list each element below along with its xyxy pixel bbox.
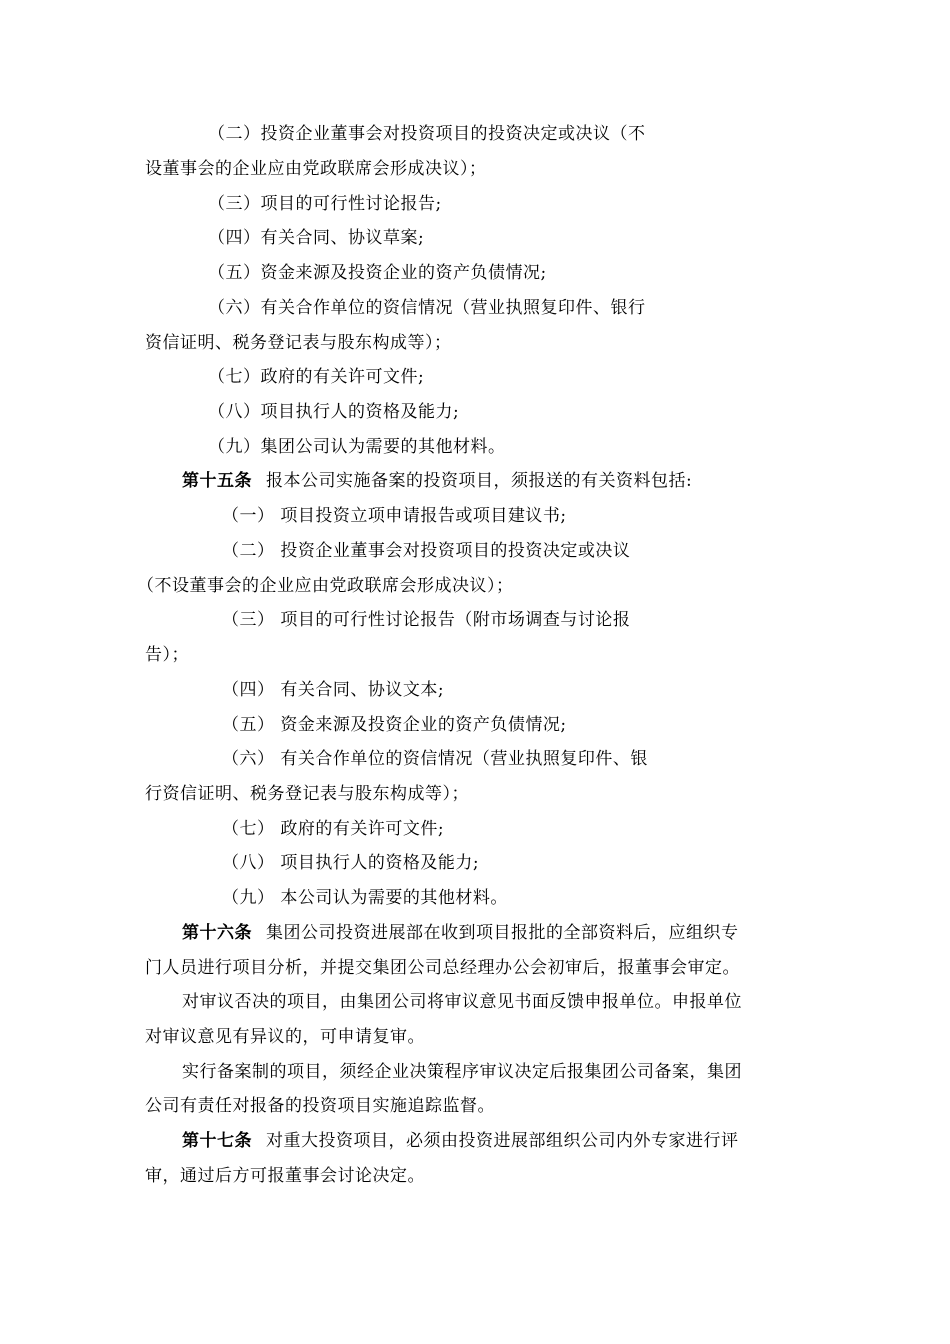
list-item-7: （七） 政府的有关许可文件; bbox=[222, 819, 445, 839]
list-item-4: （四）有关合同、协议草案; bbox=[208, 228, 425, 248]
article-17-text: 对重大投资项目，必须由投资进展部组织公司内外专家进行评 bbox=[266, 1131, 739, 1151]
article-15 bbox=[182, 469, 692, 493]
article-16 bbox=[182, 921, 739, 945]
list-item-1: （一） 项目投资立项申请报告或项目建议书; bbox=[222, 506, 567, 526]
list-item-8: （八）项目执行人的资格及能力; bbox=[208, 402, 460, 422]
paragraph-line: 对审议否决的项目，由集团公司将审议意见书面反馈申报单位。申报单位 bbox=[182, 992, 742, 1012]
list-item-3: （三）项目的可行性讨论报告; bbox=[208, 194, 442, 214]
list-item-3-continued: 告）； bbox=[145, 645, 189, 665]
article-16-heading: 第十六条 bbox=[182, 923, 252, 943]
list-item-3: （三） 项目的可行性讨论报告（附市场调查与讨论报 bbox=[222, 610, 631, 630]
article-15-text: 报本公司实施备案的投资项目，须报送的有关资料包括: bbox=[266, 471, 693, 491]
list-item-7: （七）政府的有关许可文件; bbox=[208, 367, 425, 387]
list-item-2-continued: 设董事会的企业应由党政联席会形成决议）； bbox=[145, 159, 487, 179]
list-item-2: （二）投资企业董事会对投资项目的投资决定或决议（不 bbox=[208, 124, 646, 144]
paragraph-line: 门人员进行项目分析，并提交集团公司总经理办公会初审后，报董事会审定。 bbox=[145, 958, 740, 978]
list-item-4: （四） 有关合同、协议文本; bbox=[222, 680, 445, 700]
list-item-6: （六） 有关合作单位的资信情况（营业执照复印件、银 bbox=[222, 749, 648, 769]
list-item-2-continued: （不设董事会的企业应由党政联席会形成决议）； bbox=[137, 576, 514, 596]
list-item-2: （二） 投资企业董事会对投资项目的投资决定或决议 bbox=[222, 541, 631, 561]
list-item-5: （五） 资金来源及投资企业的资产负债情况; bbox=[222, 715, 567, 735]
list-item-5: （五）资金来源及投资企业的资产负债情况; bbox=[208, 263, 547, 283]
paragraph-line: 对审议意见有异议的，可申请复审。 bbox=[145, 1027, 425, 1047]
article-17-heading: 第十七条 bbox=[182, 1131, 252, 1151]
list-item-9: （九）集团公司认为需要的其他材料。 bbox=[208, 437, 506, 457]
list-item-8: （八） 项目执行人的资格及能力; bbox=[222, 853, 480, 873]
paragraph-line: 公司有责任对报备的投资项目实施追踪监督。 bbox=[145, 1096, 495, 1116]
article-16-text: 集团公司投资进展部在收到项目报批的全部资料后，应组织专 bbox=[266, 923, 739, 943]
article-15-heading: 第十五条 bbox=[182, 471, 252, 491]
paragraph-line: 实行备案制的项目，须经企业决策程序审议决定后报集团公司备案，集团 bbox=[182, 1062, 742, 1082]
paragraph-line: 审，通过后方可报董事会讨论决定。 bbox=[145, 1166, 425, 1186]
article-17 bbox=[182, 1129, 739, 1153]
list-item-6: （六）有关合作单位的资信情况（营业执照复印件、银行 bbox=[208, 298, 646, 318]
list-item-6-continued: 行资信证明、税务登记表与股东构成等）； bbox=[145, 784, 469, 804]
list-item-6-continued: 资信证明、税务登记表与股东构成等）； bbox=[145, 333, 452, 353]
list-item-9: （九） 本公司认为需要的其他材料。 bbox=[222, 888, 508, 908]
